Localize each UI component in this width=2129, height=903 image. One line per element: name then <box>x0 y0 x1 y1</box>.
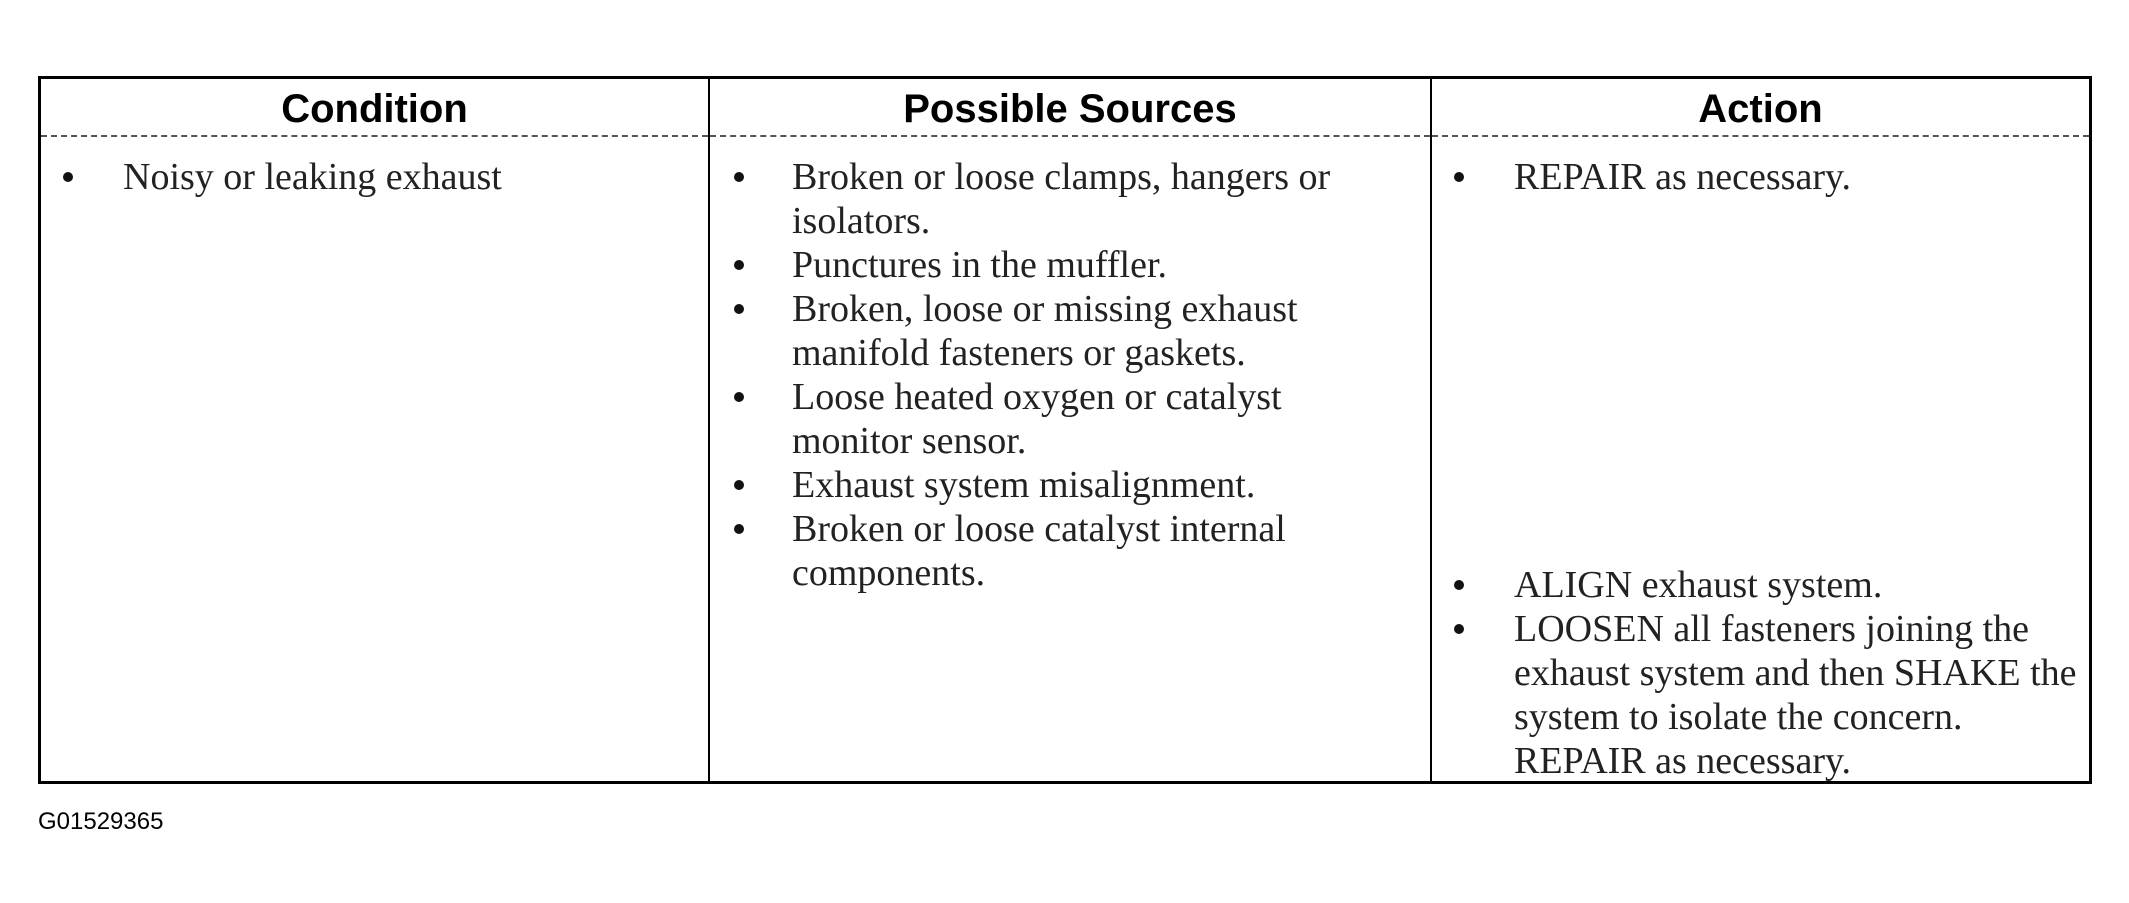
condition-list <box>41 155 708 199</box>
source-text: Punctures in the muffler. <box>792 244 1168 286</box>
source-item <box>710 507 1352 595</box>
sources-list <box>710 155 1430 595</box>
condition-item <box>41 155 708 199</box>
figure-code: G01529365 <box>38 808 164 835</box>
action-text: LOOSEN all fasteners joining the exhaust system and then SHAKE the system to isolate the concern. REPAIR as necessary. <box>1514 608 2077 782</box>
source-text: Broken or loose clamps, hangers or isolators. <box>792 156 1331 242</box>
action-item <box>1432 155 2084 199</box>
action-list-group-1 <box>1432 155 2084 199</box>
bullet-icon <box>1454 172 1464 182</box>
bullet-icon <box>63 172 73 182</box>
source-text: Broken, loose or missing exhaust manifold fasteners or gaskets. <box>792 288 1298 374</box>
condition-text: Noisy or leaking exhaust <box>123 156 502 198</box>
diagnosis-table <box>38 76 2092 784</box>
sources-cell <box>710 137 1430 595</box>
source-item <box>710 463 1352 507</box>
bullet-icon <box>1454 580 1464 590</box>
bullet-icon <box>734 172 744 182</box>
action-header: Action <box>1432 79 2089 137</box>
condition-header: Condition <box>41 79 708 137</box>
source-text: Exhaust system misalignment. <box>792 464 1256 506</box>
source-text: Broken or loose catalyst internal components. <box>792 508 1286 594</box>
bullet-icon <box>734 524 744 534</box>
source-item <box>710 287 1352 375</box>
action-column <box>1430 79 2089 781</box>
source-text: Loose heated oxygen or catalyst monitor sensor. <box>792 376 1282 462</box>
bullet-icon <box>734 480 744 490</box>
condition-cell <box>41 137 708 199</box>
source-item <box>710 375 1352 463</box>
action-item <box>1432 607 2084 783</box>
bullet-icon <box>734 260 744 270</box>
source-item <box>710 155 1352 243</box>
bullet-icon <box>734 304 744 314</box>
sources-header: Possible Sources <box>710 79 1430 137</box>
sources-column <box>708 79 1430 781</box>
condition-column <box>41 79 708 781</box>
bullet-icon <box>734 392 744 402</box>
action-item <box>1432 563 2084 607</box>
action-text: REPAIR as necessary. <box>1514 156 1852 198</box>
source-item <box>710 243 1352 287</box>
action-list-group-2 <box>1432 563 2084 783</box>
bullet-icon <box>1454 624 1464 634</box>
action-text: ALIGN exhaust system. <box>1514 564 1883 606</box>
action-cell <box>1432 137 2089 795</box>
